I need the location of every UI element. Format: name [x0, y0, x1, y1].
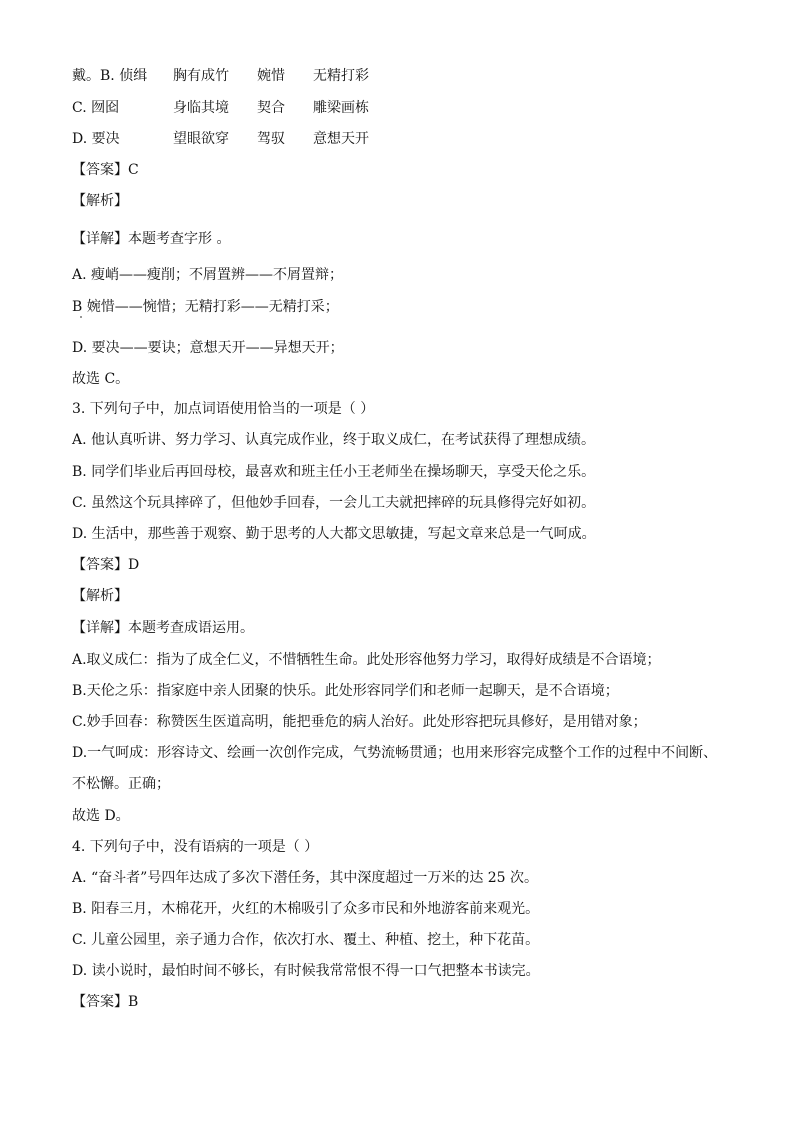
- q3-line-d: D.一气呵成：形容诗文、绘画一次创作完成，气势流畅贯通；也用来形容完成整个工作的过程中不间断、: [72, 745, 718, 761]
- q2-line-d: D. 要决——要诀；意想天开——异想天开；: [72, 340, 344, 356]
- option-word: 望眼欲穿: [173, 131, 229, 147]
- option-word: 婉惜: [257, 68, 285, 84]
- option-word: 意想天开: [313, 131, 369, 147]
- option-row-d: [72, 129, 369, 149]
- q3-detail: 【详解】本题考查成语运用。: [72, 620, 254, 636]
- q3-option-b: B. 同学们毕业后再回母校，最喜欢和班主任小王老师坐在操场聊天，享受天伦之乐。: [72, 464, 596, 480]
- q2-detail: 【详解】本题考查字形 。: [72, 231, 231, 247]
- q2-analysis-heading: 【解析】: [72, 193, 128, 209]
- option-word: 无精打彩: [313, 68, 369, 84]
- q2-conclusion: 故选 C。: [72, 371, 130, 387]
- q2-answer: 【答案】C: [72, 162, 139, 178]
- option-word: 身临其境: [173, 100, 229, 116]
- q3-option-a: A. 他认真听讲、努力学习、认真完成作业，终于取义成仁，在考试获得了理想成绩。: [72, 432, 596, 448]
- q3-option-c: C. 虽然这个玩具摔碎了，但他妙手回春，一会儿工夫就把摔碎的玩具修得完好如初。: [72, 495, 596, 511]
- q3-option-d: D. 生活中，那些善于观察、勤于思考的人大都文思敏捷，写起文章来总是一气呵成。: [72, 526, 596, 542]
- q2-line-a: A. 瘦峭——瘦削；不屑置辨——不屑置辩；: [72, 267, 344, 283]
- option-label: D. 要决: [72, 131, 120, 147]
- option-word: 胸有成竹: [173, 68, 229, 84]
- q3-line-d-cont: 不松懈。正确；: [72, 776, 170, 792]
- option-word: 雕梁画栋: [313, 100, 369, 116]
- q4-stem: 4. 下列句子中，没有语病的一项是（ ）: [72, 839, 319, 855]
- q3-conclusion: 故选 D。: [72, 808, 130, 824]
- option-word: 驾驭: [257, 131, 285, 147]
- option-word: 契合: [257, 100, 285, 116]
- option-label: C. 囫囵: [72, 100, 120, 116]
- q3-line-a: A.取义成仁：指为了成全仁义，不惜牺牲生命。此处形容他努力学习，取得好成绩是不合语境；: [72, 652, 661, 668]
- option-row-b: [72, 66, 369, 86]
- q3-analysis-heading: 【解析】: [72, 588, 128, 604]
- q4-option-c: C. 儿童公园里，亲子通力合作，依次打水、覆土、种植、挖土，种下花苗。: [72, 932, 540, 948]
- q4-option-a: A. “奋斗者”号四年达成了多次下潜任务，其中深度超过一万米的达 25 次。: [72, 870, 539, 886]
- q2-line-b: B 婉惜——惋惜；无精打彩——无精打采；: [72, 299, 339, 315]
- q4-answer: 【答案】B: [72, 994, 139, 1010]
- q3-line-c: C.妙手回春：称赞医生医道高明，能把垂危的病人治好。此处形容把玩具修好，是用错对象；: [72, 714, 647, 730]
- stray-dot: [80, 316, 82, 318]
- q4-option-d: D. 读小说时，最怕时间不够长，有时候我常常恨不得一口气把整本书读完。: [72, 963, 540, 979]
- q3-answer: 【答案】D: [72, 557, 140, 573]
- option-label: 戴。B. 侦缉: [72, 68, 148, 84]
- option-row-c: [72, 98, 369, 118]
- q3-stem: 3. 下列句子中，加点词语使用恰当的一项是（ ）: [72, 401, 375, 417]
- q4-option-b: B. 阳春三月，木棉花开，火红的木棉吸引了众多市民和外地游客前来观光。: [72, 901, 540, 917]
- q3-line-b: B.天伦之乐：指家庭中亲人团聚的快乐。此处形容同学们和老师一起聊天，是不合语境；: [72, 683, 619, 699]
